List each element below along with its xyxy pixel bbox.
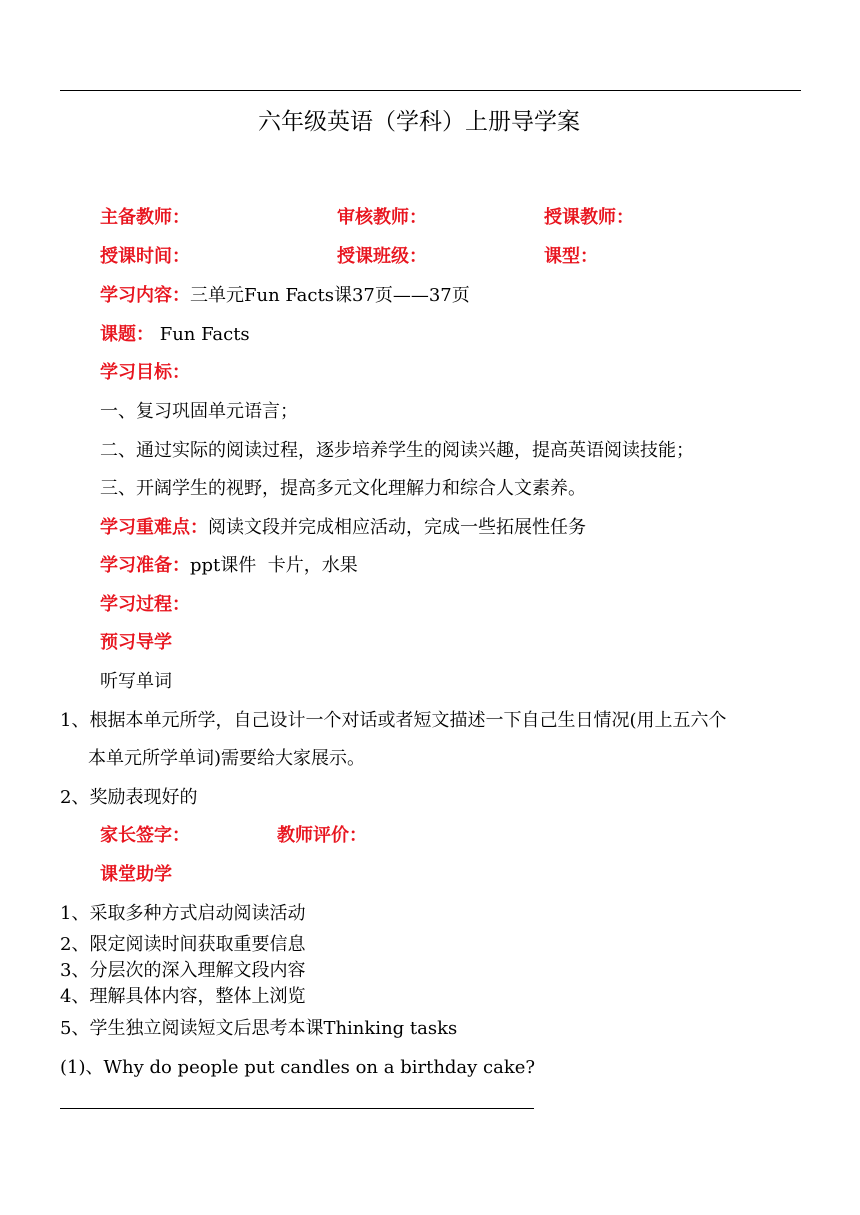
process-label: 学习过程： xyxy=(100,594,190,615)
classroom-item-3: 3、分层次的深入理解文段内容 xyxy=(60,960,306,981)
goal-item-3: 三、开阔学生的视野，提高多元文化理解力和综合人文素养。 xyxy=(100,478,586,499)
classroom-item-2: 2、限定阅读时间获取重要信息 xyxy=(60,934,306,955)
preview-item-1-line-2: 本单元所学单词)需要给大家展示。 xyxy=(88,748,366,769)
review-teacher-label: 审核教师： xyxy=(337,207,427,228)
study-prep-label: 学习准备： xyxy=(100,555,190,576)
study-prep xyxy=(100,551,358,577)
key-points xyxy=(100,513,586,539)
teaching-class-label: 授课班级： xyxy=(337,246,427,267)
preview-heading: 预习导学 xyxy=(100,632,172,653)
teacher-eval-label: 教师评价： xyxy=(277,825,367,846)
question-1: (1)、Why do people put candles on a birthday cake? xyxy=(60,1057,536,1078)
key-points-label: 学习重难点： xyxy=(100,517,208,538)
key-points-value: 阅读文段并完成相应活动，完成一些拓展性任务 xyxy=(208,517,586,538)
lead-teacher-label: 主备教师： xyxy=(100,207,190,228)
page-title: 六年级英语（学科）上册导学案 xyxy=(258,109,580,135)
teaching-teacher-label: 授课教师： xyxy=(544,207,634,228)
preview-item-1-line-1: 1、根据本单元所学，自己设计一个对话或者短文描述一下自己生日情况(用上五六个 xyxy=(60,710,727,731)
goals-label: 学习目标： xyxy=(100,362,190,383)
classroom-item-4: 4、理解具体内容，整体上浏览 xyxy=(60,986,306,1007)
lesson-topic-value: Fun Facts xyxy=(154,324,250,345)
lesson-topic-label: 课题： xyxy=(100,324,154,345)
study-content xyxy=(100,281,470,307)
goal-item-2: 二、通过实际的阅读过程，逐步培养学生的阅读兴趣，提高英语阅读技能； xyxy=(100,440,694,461)
lesson-topic xyxy=(100,320,250,346)
header-rule xyxy=(60,90,801,91)
lesson-type-label: 课型： xyxy=(544,246,598,267)
dictation-text: 听写单词 xyxy=(100,671,172,692)
classroom-item-1: 1、采取多种方式启动阅读活动 xyxy=(60,903,306,924)
answer-line xyxy=(60,1108,534,1109)
classroom-heading: 课堂助学 xyxy=(100,864,172,885)
study-prep-value: ppt课件 卡片，水果 xyxy=(190,555,358,576)
teaching-time-label: 授课时间： xyxy=(100,246,190,267)
study-content-label: 学习内容： xyxy=(100,285,190,306)
study-content-value: 三单元Fun Facts课37页——37页 xyxy=(190,285,470,306)
parent-sign-label: 家长签字： xyxy=(100,825,190,846)
classroom-item-5: 5、学生独立阅读短文后思考本课Thinking tasks xyxy=(60,1018,458,1039)
goal-item-1: 一、复习巩固单元语言； xyxy=(100,401,298,422)
preview-item-2: 2、奖励表现好的 xyxy=(60,787,198,808)
